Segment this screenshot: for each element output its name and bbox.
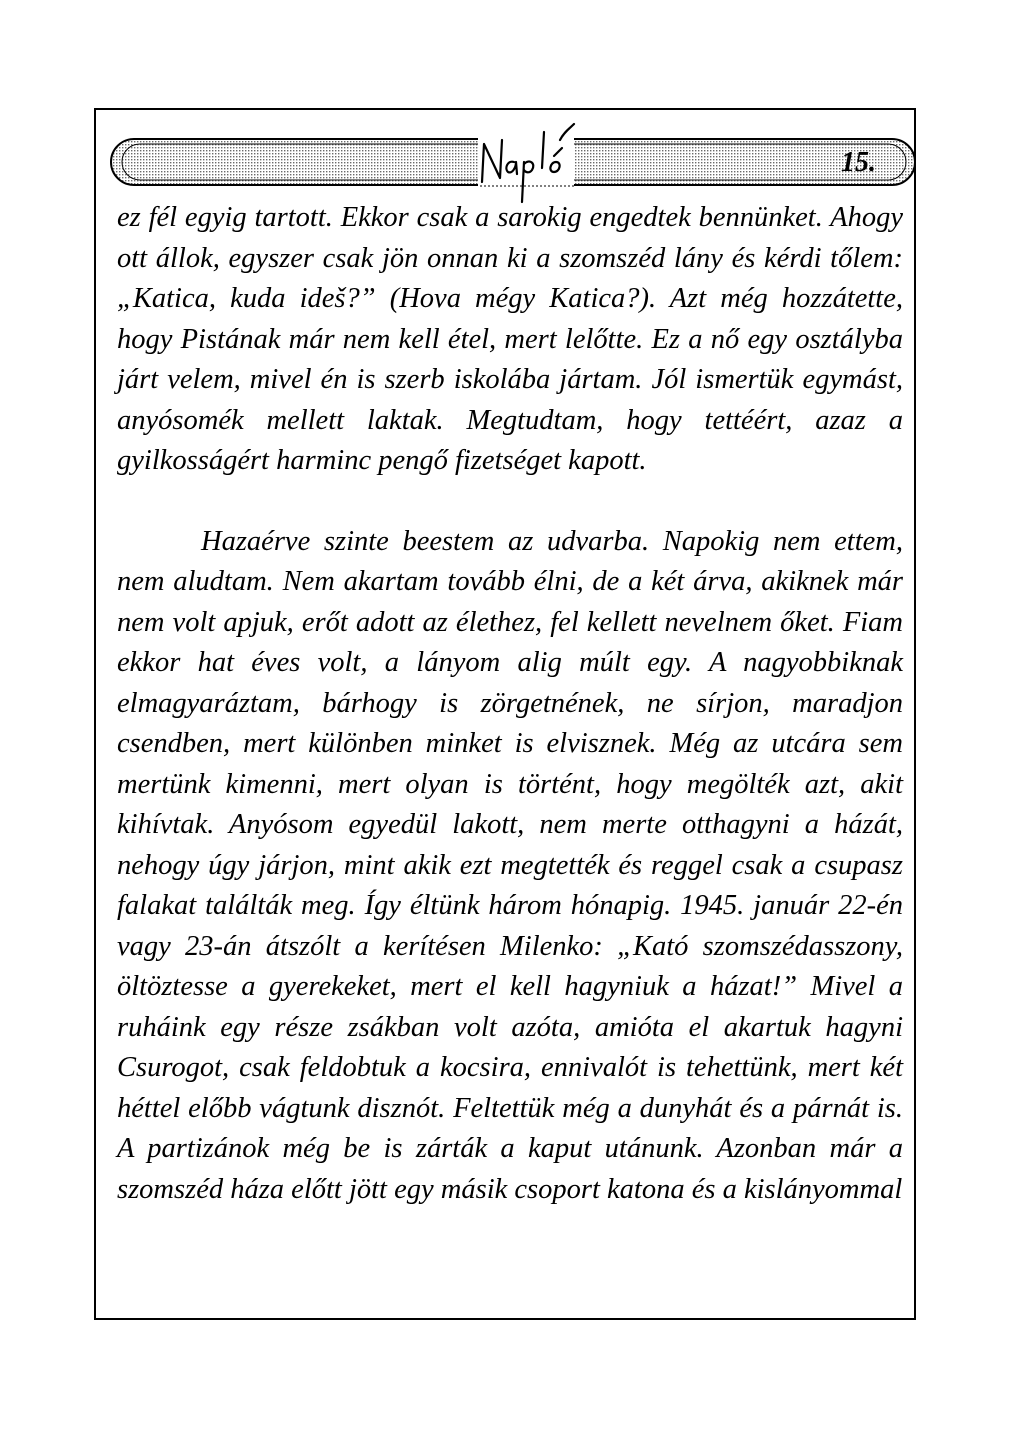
- article-text: [117, 198, 903, 1210]
- page-number: 15.: [841, 147, 876, 178]
- paragraph: ez fél egyig tartott. Ekkor csak a sarokig engedtek bennünket. Ahogy ott állok, egyszer csak jön onnan ki a szomszéd lány és kérdi tőlem: „Katica, kuda ideš?” (Hova mégy Katica?). Azt még hozzátette, hogy Pistának már nem kell étel, mert lelőtte. Ez a nő egy osztályba járt velem, mivel én is szerb iskolába jártam. Jól ismertük egymást, anyósomék mellett laktak. Megtudtam, hogy tettéért, azaz a gyilkosságért harminc pengő fizetséget kapott.: [117, 202, 903, 476]
- naplo-logo: [470, 110, 585, 205]
- paragraph: Hazaérve szinte beestem az udvarba. Napokig nem ettem, nem aludtam. Nem akartam tovább élni, de a két árva, akiknek már nem volt apjuk, erőt adott az élethez, fel kellett nevelnem őket. Fiam ekkor hat éves volt, a lányom alig múlt egy. A nagyobbiknak elmagyaráztam, bárhogy is zörgetnének, ne sírjon, maradjon csendben, mert különben minket is elvisznek. Még az utcára sem mertünk kimenni, mert olyan is történt, hogy megölték azt, akit kihívtak. Anyósom egyedül lakott, nem merte otthagyni a házát, nehogy úgy járjon, mint akik ezt megtették és reggel csak a csupasz falakat találták meg. Így éltünk három hónapig. 1945. január 22-én vagy 23-án átszólt a kerítésen Milenko: „Kató szomszédasszony, öltöztesse a gyerekeket, mert el kell hagyniuk a házat!” Mivel a ruháink egy része zsákban volt azóta, amióta el akartuk hagyni Csurogot, csak feldobtuk a kocsira, ennivalót is tehettünk, mert két héttel előbb vágtunk disznót. Feltettük még a dunyhát és a párnát is. A partizánok még be is zárták a kaput utánunk. Azonban már a szomszéd háza előtt jött egy másik csoport katona és a kislányommal: [117, 525, 903, 1205]
- naplo-logo-icon: [470, 110, 585, 205]
